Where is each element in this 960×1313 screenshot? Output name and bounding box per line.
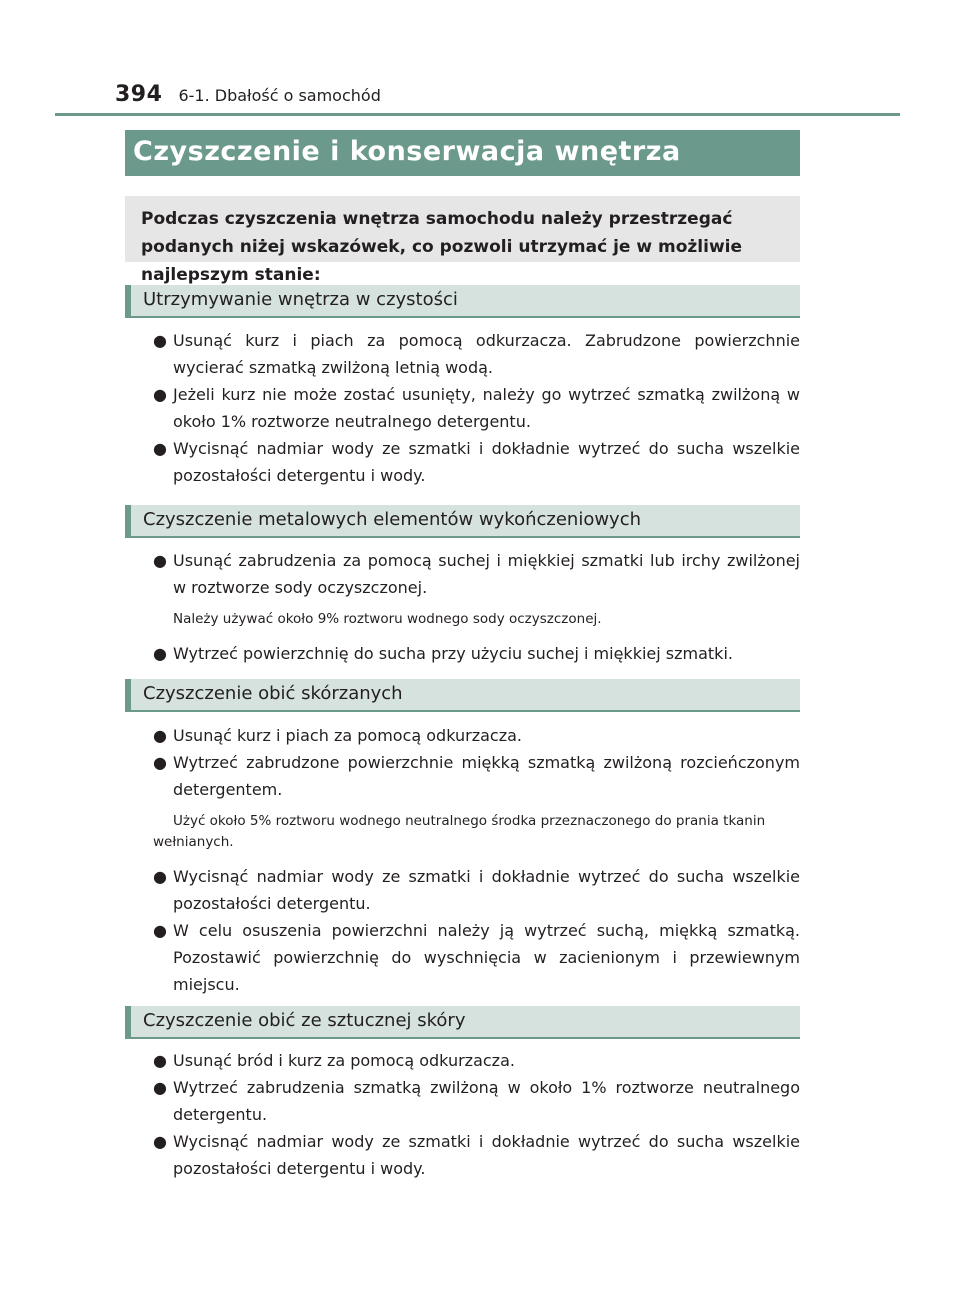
intro-box: Podczas czyszczenia wnętrza samochodu należy przestrzegać podanych niżej wskazówek, co pozwoli utrzymać je w możliwie najlepszym stanie:: [125, 196, 800, 262]
section-list-metal-trim: [153, 547, 800, 667]
section-heading-leather: Czyszczenie obić skórzanych: [125, 679, 800, 712]
bullet-icon: ●: [153, 867, 167, 886]
bullet-icon: ●: [153, 551, 167, 570]
bullet-icon: ●: [153, 644, 167, 663]
bullet-icon: ●: [153, 385, 167, 404]
list-item: ● Wytrzeć powierzchnię do sucha przy użyciu suchej i miękkiej szmatki.: [153, 640, 800, 667]
bullet-icon: ●: [153, 1132, 167, 1151]
note-text: Użyć około 5% roztworu wodnego neutralnego środka przeznaczonego do prania tkanin wełnianych.: [153, 813, 766, 850]
bullet-icon: ●: [153, 1051, 167, 1070]
section-list-synthetic-leather: [153, 1047, 800, 1182]
page-header: [115, 82, 381, 112]
list-item: ● Jeżeli kurz nie może zostać usunięty, należy go wytrzeć szmatką zwilżoną w około 1% roztworze neutralnego detergentu.: [153, 381, 800, 435]
list-item: ● Wytrzeć zabrudzenia szmatką zwilżoną w około 1% roztworze neutralnego detergentu.: [153, 1074, 800, 1128]
bullet-icon: ●: [153, 921, 167, 940]
section-heading-metal-trim: Czyszczenie metalowych elementów wykończeniowych: [125, 505, 800, 538]
bullet-icon: ●: [153, 331, 167, 350]
section-list-interior-cleanliness: [153, 327, 800, 489]
bullet-icon: ●: [153, 726, 167, 745]
list-item: ● W celu osuszenia powierzchni należy ją wytrzeć suchą, miękką szmatką. Pozostawić powierzchnię do wyschnięcia w zacienionym i przewiewnym miejscu.: [153, 917, 800, 998]
header-rule: [55, 113, 900, 116]
section-heading-interior-cleanliness: Utrzymywanie wnętrza w czystości: [125, 285, 800, 318]
list-item: ● Wytrzeć zabrudzone powierzchnie miękką szmatką zwilżoną rozcieńczonym detergentem.: [153, 749, 800, 803]
note-text: Należy używać około 9% roztworu wodnego sody oczyszczonej.: [173, 611, 602, 627]
list-item: ● Usunąć kurz i piach za pomocą odkurzacza.: [153, 722, 800, 749]
list-item: ● Usunąć kurz i piach za pomocą odkurzacza. Zabrudzone powierzchnie wycierać szmatką zwilżoną letnią wodą.: [153, 327, 800, 381]
page-number: 394: [115, 82, 163, 107]
section-heading-synthetic-leather: Czyszczenie obić ze sztucznej skóry: [125, 1006, 800, 1039]
bullet-icon: ●: [153, 1078, 167, 1097]
list-item: ● Usunąć zabrudzenia za pomocą suchej i miękkiej szmatki lub irchy zwilżonej w roztworze sody oczyszczonej.: [153, 547, 800, 601]
list-item: ● Wycisnąć nadmiar wody ze szmatki i dokładnie wytrzeć do sucha wszelkie pozostałości detergentu.: [153, 863, 800, 917]
list-item: ● Wycisnąć nadmiar wody ze szmatki i dokładnie wytrzeć do sucha wszelkie pozostałości detergentu i wody.: [153, 1128, 800, 1182]
chapter-title: 6-1. Dbałość o samochód: [178, 86, 381, 105]
page-title: Czyszczenie i konserwacja wnętrza: [125, 130, 800, 176]
bullet-icon: ●: [153, 753, 167, 772]
list-item: ● Wycisnąć nadmiar wody ze szmatki i dokładnie wytrzeć do sucha wszelkie pozostałości detergentu i wody.: [153, 435, 800, 489]
section-list-leather: [153, 722, 800, 998]
list-item: ● Usunąć bród i kurz za pomocą odkurzacza.: [153, 1047, 800, 1074]
bullet-icon: ●: [153, 439, 167, 458]
